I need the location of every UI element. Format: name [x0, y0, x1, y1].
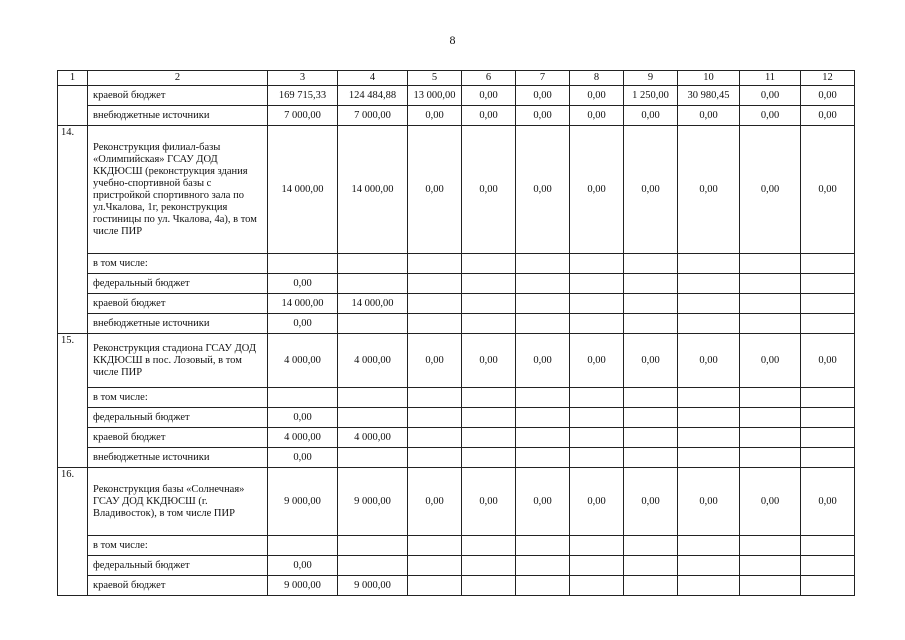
column-header: 9 [624, 71, 678, 86]
value-cell: 0,00 [516, 86, 570, 106]
budget-table [57, 70, 855, 596]
value-cell [678, 314, 740, 334]
value-cell [338, 408, 408, 428]
value-cell [801, 536, 855, 556]
value-cell [624, 428, 678, 448]
value-cell [338, 274, 408, 294]
value-cell [516, 428, 570, 448]
row-label: краевой бюджет [88, 576, 268, 596]
value-cell [570, 274, 624, 294]
value-cell: 4 000,00 [338, 334, 408, 388]
value-cell [624, 576, 678, 596]
value-cell [408, 576, 462, 596]
column-header: 6 [462, 71, 516, 86]
value-cell [516, 576, 570, 596]
value-cell [624, 408, 678, 428]
value-cell: 0,00 [268, 556, 338, 576]
value-cell [516, 556, 570, 576]
item-description: Реконструкция филиал-базы «Олимпийская» ГСАУ ДОД ККДЮСШ (реконструкция здания учебно-спортивной базы с пристройкой спортивного зала по ул.Чкалова, 1г, реконструкция гостиницы по ул. Чкалова, 4а), в том числе ПИР [88, 126, 268, 254]
value-cell [408, 408, 462, 428]
value-cell [624, 274, 678, 294]
value-cell: 0,00 [516, 468, 570, 536]
item-description: Реконструкция базы «Солнечная» ГСАУ ДОД ККДЮСШ (г. Владивосток), в том числе ПИР [88, 468, 268, 536]
value-cell [801, 428, 855, 448]
row-label: федеральный бюджет [88, 408, 268, 428]
table-row [58, 274, 855, 294]
value-cell [516, 408, 570, 428]
value-cell [408, 536, 462, 556]
value-cell [678, 556, 740, 576]
value-cell: 0,00 [624, 106, 678, 126]
row-number [58, 86, 88, 126]
value-cell [570, 254, 624, 274]
column-header: 3 [268, 71, 338, 86]
value-cell: 0,00 [408, 126, 462, 254]
value-cell: 0,00 [570, 334, 624, 388]
value-cell [801, 254, 855, 274]
item-description: Реконструкция стадиона ГСАУ ДОД ККДЮСШ в пос. Лозовый, в том числе ПИР [88, 334, 268, 388]
value-cell: 124 484,88 [338, 86, 408, 106]
value-cell [408, 294, 462, 314]
value-cell: 0,00 [516, 106, 570, 126]
value-cell [338, 448, 408, 468]
value-cell [462, 448, 516, 468]
value-cell: 14 000,00 [338, 126, 408, 254]
value-cell: 0,00 [740, 126, 801, 254]
value-cell [338, 314, 408, 334]
value-cell [516, 294, 570, 314]
value-cell [408, 448, 462, 468]
value-cell: 0,00 [740, 468, 801, 536]
value-cell [516, 314, 570, 334]
column-header: 4 [338, 71, 408, 86]
value-cell: 0,00 [268, 314, 338, 334]
value-cell [678, 274, 740, 294]
value-cell: 30 980,45 [678, 86, 740, 106]
value-cell: 0,00 [624, 334, 678, 388]
column-header: 11 [740, 71, 801, 86]
value-cell: 14 000,00 [338, 294, 408, 314]
row-number: 15. [58, 334, 88, 468]
value-cell [801, 388, 855, 408]
value-cell [408, 556, 462, 576]
value-cell [678, 254, 740, 274]
value-cell: 0,00 [268, 274, 338, 294]
value-cell [516, 536, 570, 556]
value-cell [624, 254, 678, 274]
value-cell [570, 576, 624, 596]
value-cell: 0,00 [740, 106, 801, 126]
row-label: в том числе: [88, 388, 268, 408]
value-cell: 0,00 [570, 86, 624, 106]
value-cell [408, 254, 462, 274]
value-cell: 0,00 [268, 408, 338, 428]
value-cell [462, 576, 516, 596]
value-cell: 9 000,00 [338, 576, 408, 596]
value-cell: 0,00 [462, 334, 516, 388]
value-cell: 0,00 [462, 86, 516, 106]
table-row [58, 536, 855, 556]
value-cell [408, 388, 462, 408]
value-cell [462, 428, 516, 448]
row-label: внебюджетные источники [88, 106, 268, 126]
value-cell [678, 536, 740, 556]
value-cell [624, 388, 678, 408]
value-cell [268, 388, 338, 408]
column-header: 1 [58, 71, 88, 86]
column-header: 5 [408, 71, 462, 86]
value-cell: 0,00 [462, 126, 516, 254]
header-row [58, 71, 855, 86]
value-cell: 7 000,00 [268, 106, 338, 126]
value-cell: 0,00 [801, 334, 855, 388]
value-cell [570, 294, 624, 314]
row-label: внебюджетные источники [88, 314, 268, 334]
table-row [58, 468, 855, 536]
value-cell [740, 448, 801, 468]
value-cell [624, 556, 678, 576]
value-cell [740, 274, 801, 294]
value-cell [408, 314, 462, 334]
table-row [58, 556, 855, 576]
table-row [58, 428, 855, 448]
value-cell: 0,00 [570, 468, 624, 536]
column-header: 7 [516, 71, 570, 86]
value-cell [801, 294, 855, 314]
value-cell [570, 428, 624, 448]
table-row [58, 254, 855, 274]
column-header: 12 [801, 71, 855, 86]
value-cell [516, 448, 570, 468]
value-cell [268, 254, 338, 274]
value-cell [801, 576, 855, 596]
value-cell: 0,00 [408, 106, 462, 126]
value-cell [678, 388, 740, 408]
value-cell: 169 715,33 [268, 86, 338, 106]
table-row [58, 294, 855, 314]
table-row [58, 388, 855, 408]
row-label: краевой бюджет [88, 86, 268, 106]
value-cell [678, 576, 740, 596]
value-cell: 4 000,00 [338, 428, 408, 448]
value-cell: 4 000,00 [268, 334, 338, 388]
value-cell: 14 000,00 [268, 126, 338, 254]
value-cell [801, 448, 855, 468]
value-cell [624, 294, 678, 314]
row-number: 16. [58, 468, 88, 596]
value-cell [462, 536, 516, 556]
value-cell [740, 536, 801, 556]
value-cell [570, 388, 624, 408]
value-cell [516, 274, 570, 294]
value-cell: 9 000,00 [268, 468, 338, 536]
value-cell: 0,00 [678, 334, 740, 388]
value-cell [570, 536, 624, 556]
value-cell: 0,00 [462, 468, 516, 536]
value-cell [462, 556, 516, 576]
value-cell: 13 000,00 [408, 86, 462, 106]
value-cell [338, 388, 408, 408]
value-cell [740, 388, 801, 408]
value-cell [462, 314, 516, 334]
value-cell [801, 556, 855, 576]
table-row [58, 576, 855, 596]
table-row [58, 106, 855, 126]
value-cell [740, 254, 801, 274]
value-cell: 0,00 [801, 468, 855, 536]
value-cell [678, 294, 740, 314]
value-cell [678, 448, 740, 468]
value-cell: 0,00 [801, 106, 855, 126]
value-cell [516, 388, 570, 408]
value-cell [570, 314, 624, 334]
value-cell [570, 408, 624, 428]
value-cell: 0,00 [740, 334, 801, 388]
column-header: 8 [570, 71, 624, 86]
table-row [58, 314, 855, 334]
value-cell: 4 000,00 [268, 428, 338, 448]
value-cell [678, 428, 740, 448]
value-cell [516, 254, 570, 274]
value-cell [740, 576, 801, 596]
value-cell [268, 536, 338, 556]
value-cell: 14 000,00 [268, 294, 338, 314]
column-header: 2 [88, 71, 268, 86]
value-cell: 9 000,00 [268, 576, 338, 596]
value-cell: 0,00 [570, 106, 624, 126]
table-row [58, 334, 855, 388]
column-header: 10 [678, 71, 740, 86]
value-cell [740, 556, 801, 576]
value-cell [462, 274, 516, 294]
value-cell [408, 274, 462, 294]
value-cell [624, 314, 678, 334]
row-label: краевой бюджет [88, 428, 268, 448]
value-cell [570, 556, 624, 576]
table-row [58, 126, 855, 254]
value-cell: 0,00 [462, 106, 516, 126]
value-cell [462, 254, 516, 274]
value-cell: 1 250,00 [624, 86, 678, 106]
row-label: в том числе: [88, 536, 268, 556]
value-cell: 0,00 [408, 468, 462, 536]
value-cell [678, 408, 740, 428]
value-cell [462, 294, 516, 314]
value-cell: 0,00 [624, 126, 678, 254]
value-cell [740, 428, 801, 448]
value-cell [740, 408, 801, 428]
row-label: краевой бюджет [88, 294, 268, 314]
value-cell [462, 408, 516, 428]
value-cell [801, 408, 855, 428]
value-cell: 0,00 [801, 86, 855, 106]
table-row [58, 86, 855, 106]
value-cell [462, 388, 516, 408]
value-cell: 7 000,00 [338, 106, 408, 126]
value-cell: 0,00 [516, 126, 570, 254]
row-label: внебюджетные источники [88, 448, 268, 468]
value-cell: 0,00 [570, 126, 624, 254]
value-cell: 0,00 [678, 468, 740, 536]
value-cell [740, 314, 801, 334]
value-cell: 0,00 [268, 448, 338, 468]
value-cell [801, 274, 855, 294]
value-cell [801, 314, 855, 334]
page-number: 8 [449, 33, 456, 47]
value-cell [624, 448, 678, 468]
value-cell [740, 294, 801, 314]
value-cell: 9 000,00 [338, 468, 408, 536]
value-cell [338, 536, 408, 556]
value-cell: 0,00 [408, 334, 462, 388]
value-cell: 0,00 [678, 126, 740, 254]
value-cell: 0,00 [516, 334, 570, 388]
value-cell [338, 254, 408, 274]
row-label: федеральный бюджет [88, 274, 268, 294]
value-cell [408, 428, 462, 448]
value-cell: 0,00 [678, 106, 740, 126]
value-cell: 0,00 [801, 126, 855, 254]
row-label: федеральный бюджет [88, 556, 268, 576]
value-cell [570, 448, 624, 468]
value-cell: 0,00 [740, 86, 801, 106]
row-label: в том числе: [88, 254, 268, 274]
value-cell [624, 536, 678, 556]
table-row [58, 408, 855, 428]
value-cell: 0,00 [624, 468, 678, 536]
table-row [58, 448, 855, 468]
row-number: 14. [58, 126, 88, 334]
value-cell [338, 556, 408, 576]
